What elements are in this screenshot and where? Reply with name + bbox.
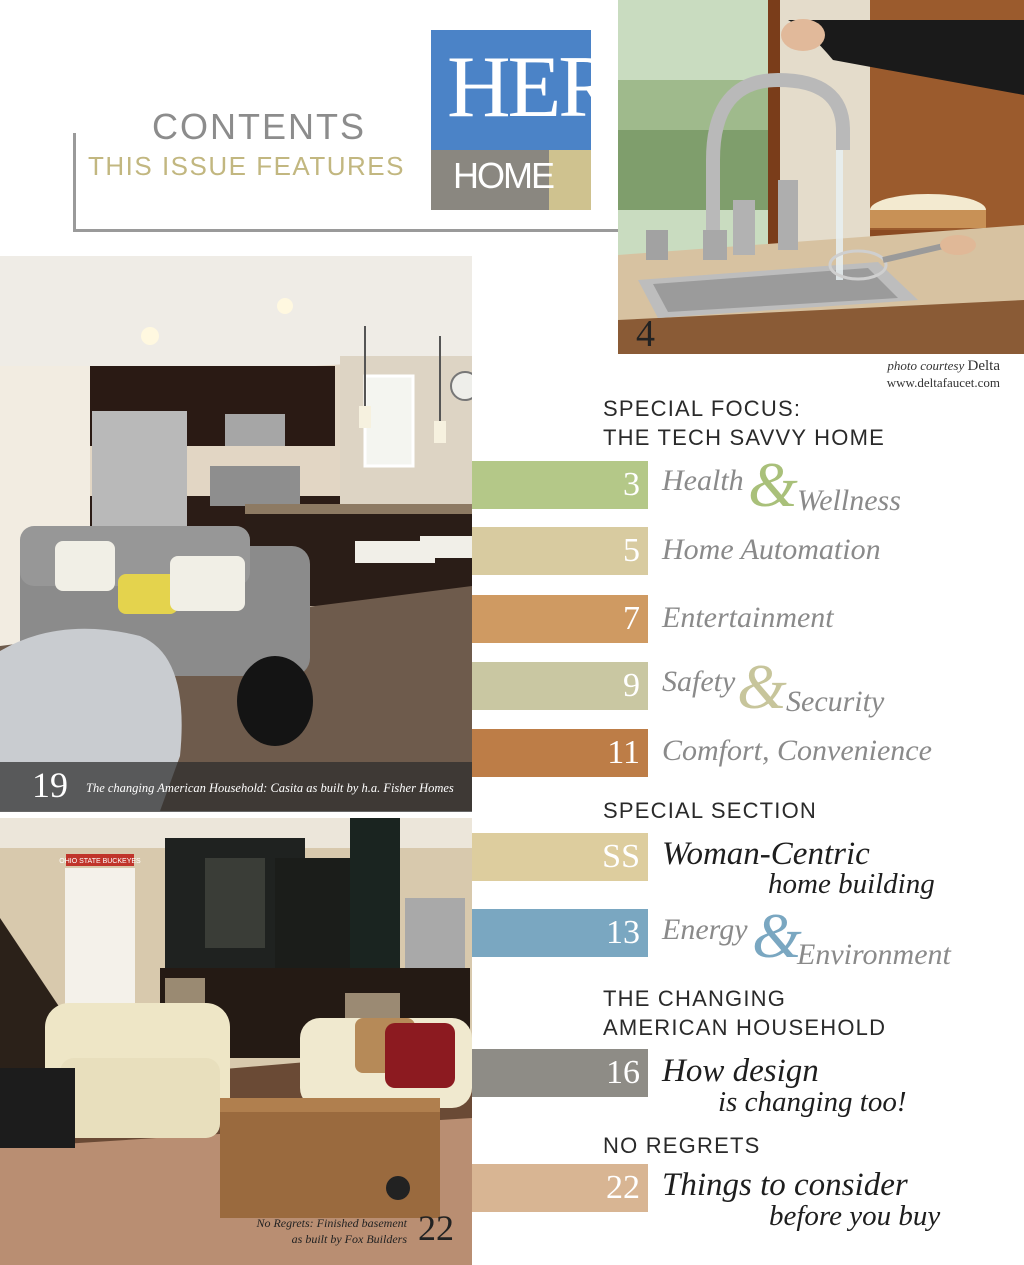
page-number-4: 4: [636, 313, 655, 355]
logo-her-text: HER: [447, 39, 614, 136]
page-number-19: 19: [32, 765, 68, 805]
photo-credit-name: Delta: [967, 358, 1000, 374]
special-focus-line1: SPECIAL FOCUS:: [603, 396, 802, 421]
special-focus-heading: [603, 394, 885, 452]
her-home-logo: [431, 30, 614, 210]
logo-home-text: HOME: [453, 155, 553, 196]
entry-subtitle-before-you-buy[interactable]: before you buy: [769, 1200, 941, 1232]
entry-title-how-design[interactable]: How design: [662, 1053, 819, 1089]
ampersand-safety: &: [737, 651, 787, 722]
living-caption: The changing American Household: Casita as built by h.a. Fisher Homes: [86, 781, 454, 795]
ampersand-energy: &: [752, 900, 802, 971]
ampersand-health: &: [748, 449, 798, 520]
changing-household-heading: [603, 984, 886, 1042]
entry-number-automation[interactable]: 5: [623, 532, 640, 569]
contents-title: CONTENTS: [152, 106, 366, 147]
entry-number-health[interactable]: 3: [623, 466, 640, 503]
kitchen-faucet-photo: [618, 0, 1024, 354]
entry-number-safety[interactable]: 9: [623, 667, 640, 704]
entry-subtitle-home-building[interactable]: home building: [768, 868, 935, 900]
basement-caption-line2: as built by Fox Builders: [291, 1232, 407, 1246]
entry-number-design[interactable]: 16: [606, 1054, 640, 1091]
buckeyes-sign-text: OHIO STATE BUCKEYES: [59, 858, 141, 865]
page-number-22: 22: [418, 1208, 454, 1248]
entry-title-things-to-consider[interactable]: Things to consider: [662, 1167, 908, 1203]
entry-title-automation[interactable]: Home Automation: [662, 533, 881, 566]
entry-title-wellness[interactable]: Wellness: [797, 484, 901, 517]
entry-number-entertainment[interactable]: 7: [623, 600, 640, 637]
changing-household-line2: AMERICAN HOUSEHOLD: [603, 1015, 887, 1040]
entry-title-environment[interactable]: Environment: [797, 938, 951, 971]
photo-credit-url: www.deltafaucet.com: [886, 375, 1000, 390]
entry-title-woman-centric[interactable]: Woman-Centric: [662, 836, 870, 872]
entry-title-comfort[interactable]: Comfort, Convenience: [662, 734, 932, 767]
entry-title-health[interactable]: Health: [662, 464, 744, 497]
special-section-heading: SPECIAL SECTION: [603, 798, 818, 823]
special-focus-line2: THE TECH SAVVY HOME: [603, 425, 885, 450]
living-room-photo: [0, 256, 472, 811]
entry-number-energy[interactable]: 13: [606, 914, 640, 951]
basement-photo: [0, 818, 472, 1265]
entry-title-entertainment[interactable]: Entertainment: [662, 601, 834, 634]
entry-number-ss[interactable]: SS: [602, 838, 640, 875]
photo-credit-prefix: photo courtesy: [887, 358, 965, 373]
entry-number-things[interactable]: 22: [606, 1169, 640, 1206]
entry-subtitle-changing-too[interactable]: is changing too!: [718, 1086, 907, 1118]
entry-title-security[interactable]: Security: [786, 685, 885, 718]
changing-household-line1: THE CHANGING: [603, 986, 787, 1011]
no-regrets-heading: NO REGRETS: [603, 1133, 761, 1158]
contents-subtitle: THIS ISSUE FEATURES: [88, 151, 405, 181]
entry-title-energy[interactable]: Energy: [662, 913, 748, 946]
entry-number-comfort[interactable]: 11: [607, 734, 640, 771]
entry-title-safety[interactable]: Safety: [662, 665, 736, 698]
basement-caption-line1: No Regrets: Finished basement: [256, 1216, 407, 1230]
photo-credit: [887, 358, 1000, 375]
